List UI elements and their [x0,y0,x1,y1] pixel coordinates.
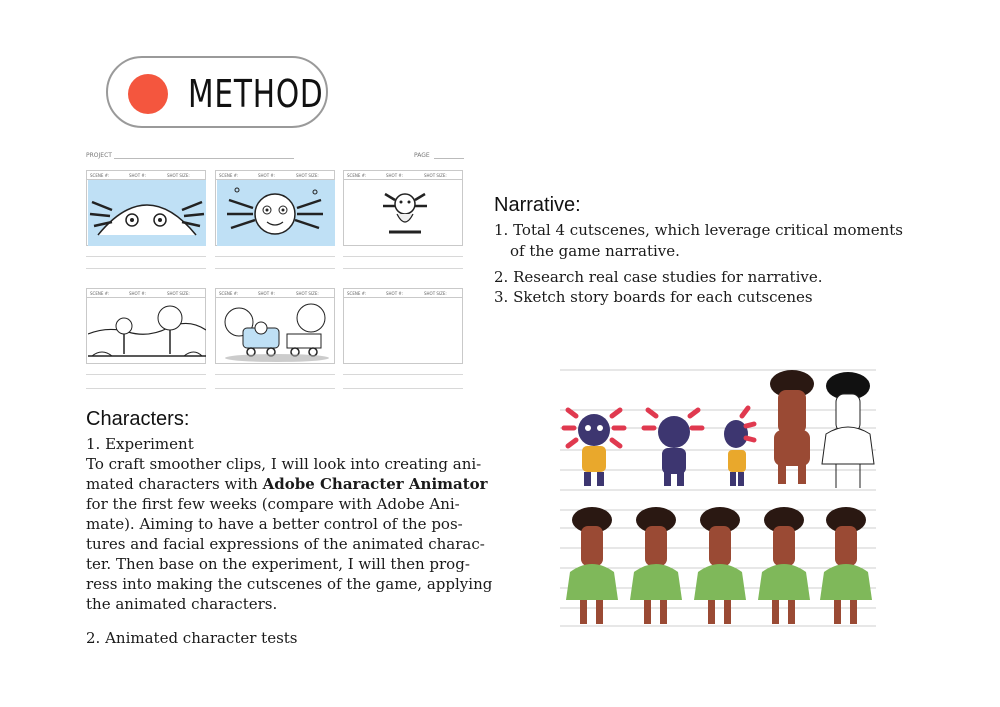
adobe-character-animator-bold: Adobe Character Animator [262,475,488,493]
frame-1-sketch [88,180,206,246]
characters-para-line-5: tures and facial expressions of the animated charac- [86,535,485,553]
axolotl-profile-figure [724,408,754,486]
page-line [434,158,464,159]
page-label: PAGE [414,152,430,159]
frame-2-sketch [217,180,335,246]
storyboard-frame-1: SCENE #: SHOT #: SHOT SIZE: [86,170,206,246]
characters-item-2: 2. Animated character tests [86,629,298,647]
characters-para-line-6: ter. Then base on the experiment, I will then prog- [86,555,470,573]
storyboard-frame-4: SCENE #: SHOT #: SHOT SIZE: [86,288,206,364]
narrative-item-2: 2. Research real case studies for narrative. [494,268,823,286]
character-turnaround-sheet [556,360,886,632]
frame-3-sketch [345,180,463,246]
characters-para-line-7: ress into making the cutscenes of the game, applying [86,575,493,593]
llama-dress-figure-4 [758,507,810,624]
characters-para-line-4: mate). Aiming to have a better control of the pos- [86,515,463,533]
axolotl-side-figure [644,410,702,486]
axolotl-front-figure [564,410,624,486]
narrative-item-3: 3. Sketch story boards for each cutscenes [494,288,813,306]
red-dot-icon [128,74,168,114]
narrative-heading: Narrative: [494,194,581,216]
characters-para-line-8: the animated characters. [86,595,278,613]
storyboard-frame-3: SCENE #: SHOT #: SHOT SIZE: [343,170,463,246]
llama-dress-figure-2 [630,507,682,624]
characters-heading: Characters: [86,408,190,430]
narrative-item-1-line-1: 1. Total 4 cutscenes, which leverage critical moments [494,221,903,239]
method-title: METHOD [188,72,324,116]
project-line [114,158,294,159]
characters-para-line-2: mated characters with Adobe Character Animator [86,475,488,493]
characters-item-1: 1. Experiment [86,435,194,453]
storyboard-frame-5: SCENE #: SHOT #: SHOT SIZE: [215,288,335,364]
method-badge [106,56,328,128]
characters-para-line-1: To craft smoother clips, I will look into creating ani- [86,455,482,473]
storyboard-frame-2: SCENE #: SHOT #: SHOT SIZE: [215,170,335,246]
storyboard-sheet [86,148,466,393]
llama-dress-figure-5 [820,507,872,624]
llama-back-figure [770,370,814,484]
project-label: PROJECT [86,152,112,159]
frame-5-sketch [217,298,335,364]
llama-sketch-figure [822,372,874,488]
llama-dress-figure-3 [694,507,746,624]
storyboard-frame-6: SCENE #: SHOT #: SHOT SIZE: [343,288,463,364]
frame-4-sketch [88,298,206,364]
narrative-item-1-line-2: of the game narrative. [510,242,680,260]
characters-para-line-3: for the first few weeks (compare with Adobe Ani- [86,495,460,513]
llama-dress-figure-1 [566,507,618,624]
storyboard-header [86,148,466,160]
